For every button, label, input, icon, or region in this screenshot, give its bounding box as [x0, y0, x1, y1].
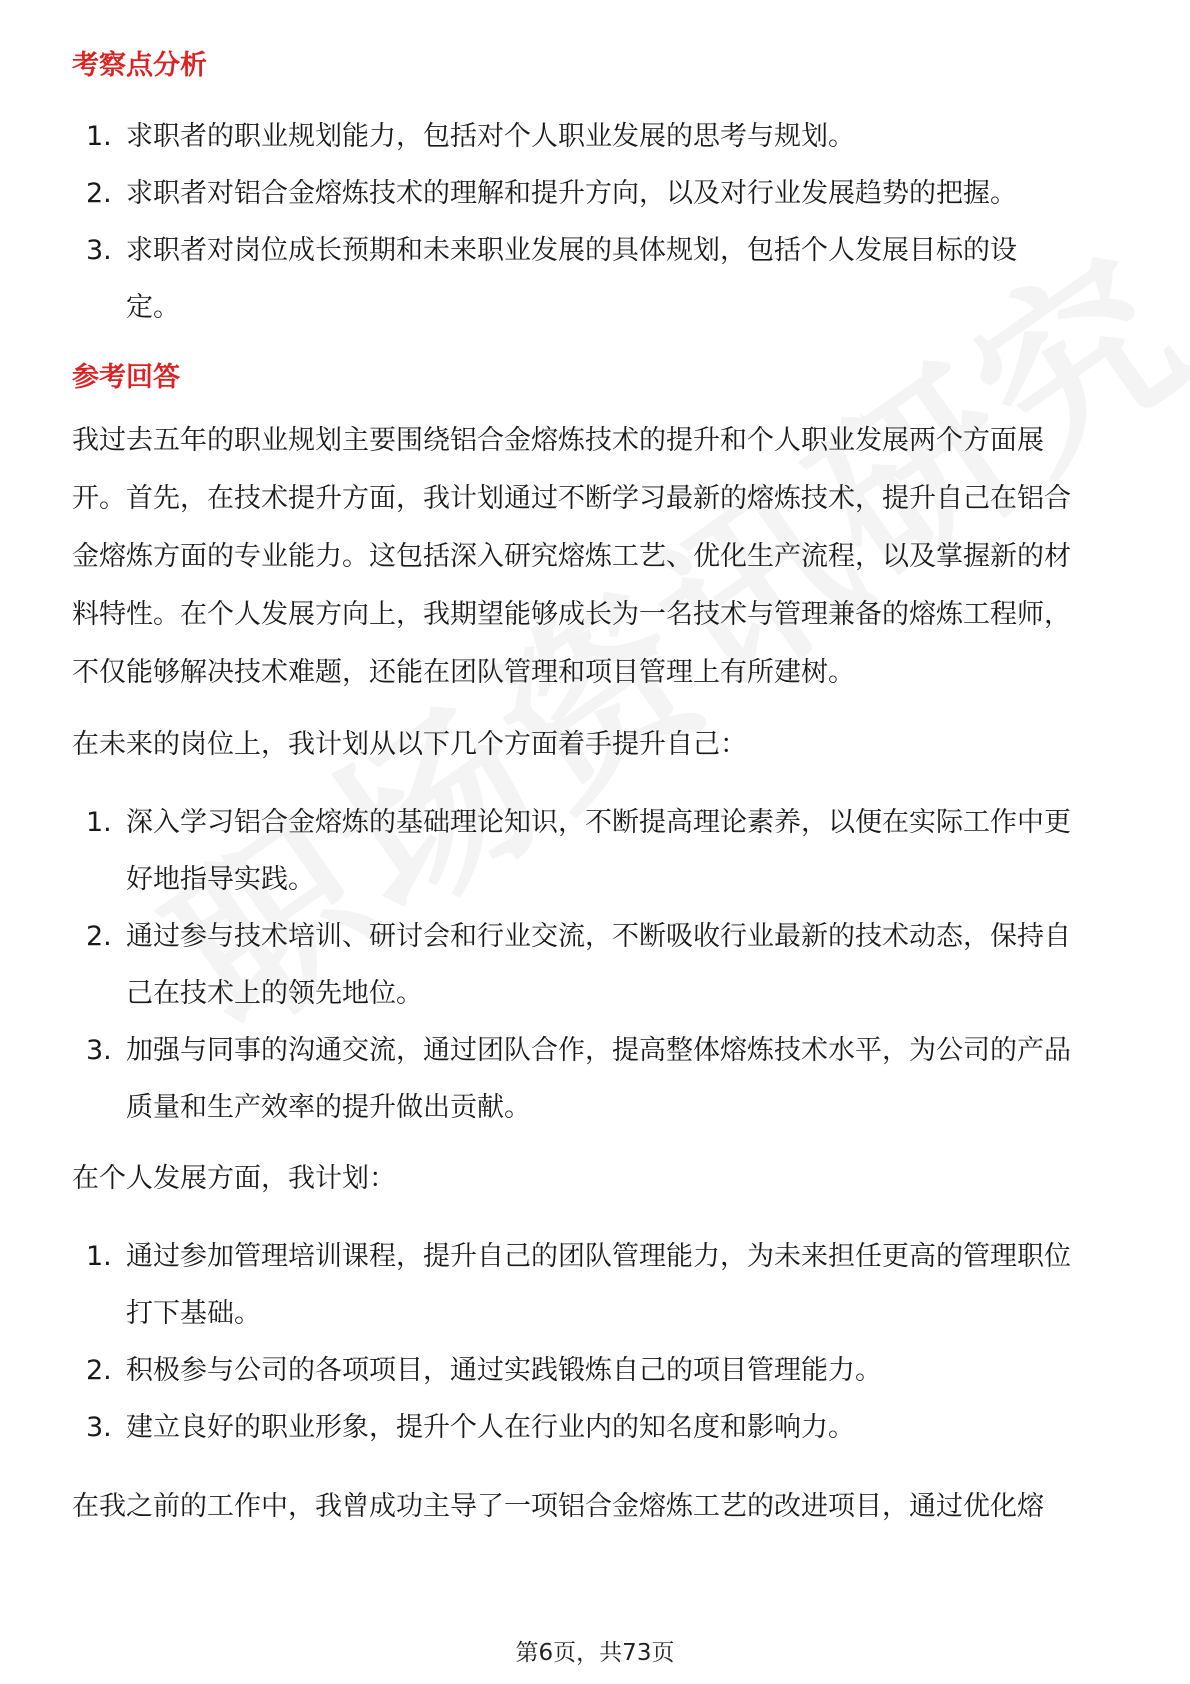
list-item-text: 通过参与技术培训、研讨会和行业交流，不断吸收行业最新的技术动态，保持自己在技术上的领先地位。 [126, 921, 1071, 1009]
list-item [72, 1342, 1086, 1399]
section-title-answer: 参考回答 [72, 362, 180, 393]
list-item [72, 908, 1086, 1022]
list-number: 3. [86, 235, 112, 266]
list-item-text: 通过参加管理培训课程，提升自己的团队管理能力，为未来担任更高的管理职位打下基础。 [126, 1241, 1071, 1329]
list-item-text: 深入学习铝合金熔炼的基础理论知识，不断提高理论素养，以便在实际工作中更好地指导实践。 [126, 807, 1071, 895]
list-item [72, 1399, 1086, 1456]
list-item-text: 求职者的职业规划能力，包括对个人职业发展的思考与规划。 [126, 121, 855, 152]
list-number: 1. [86, 1241, 112, 1272]
answer-paragraph-3: 在个人发展方面，我计划： [72, 1163, 396, 1194]
future-plan-list [72, 794, 1118, 1136]
analysis-list [72, 108, 1118, 336]
list-item [72, 165, 1116, 222]
section-title-analysis: 考察点分析 [72, 50, 207, 81]
page-number-footer: 第6页，共73页 [515, 1640, 675, 1666]
list-item-text: 建立良好的职业形象，提升个人在行业内的知名度和影响力。 [126, 1412, 855, 1443]
answer-paragraph-2: 在未来的岗位上，我计划从以下几个方面着手提升自己： [72, 729, 747, 760]
answer-paragraph-1: 我过去五年的职业规划主要围绕铝合金熔炼技术的提升和个人职业发展两个方面展开。首先，在技术提升方面，我计划通过不断学习最新的熔炼技术，提升自己在铝合金熔炼方面的专业能力。这包括深入研究熔炼工艺、优化生产流程，以及掌握新的材料特性。在个人发展方向上，我期望能够成长为一名技术与管理兼备的熔炼工程师，不仅能够解决技术难题，还能在团队管理和项目管理上有所建树。 [72, 425, 1071, 688]
list-item-text: 加强与同事的沟通交流，通过团队合作，提高整体熔炼技术水平，为公司的产品质量和生产效率的提升做出贡献。 [126, 1035, 1071, 1123]
list-number: 3. [86, 1412, 112, 1443]
list-number: 2. [86, 178, 112, 209]
list-item [72, 1228, 1086, 1342]
list-number: 1. [86, 121, 112, 152]
list-item [72, 1022, 1086, 1136]
list-item-text: 求职者对岗位成长预期和未来职业发展的具体规划，包括个人发展目标的设定。 [126, 235, 1017, 323]
list-item-text: 求职者对铝合金熔炼技术的理解和提升方向，以及对行业发展趋势的把握。 [126, 178, 1017, 209]
answer-paragraph-4: 在我之前的工作中，我曾成功主导了一项铝合金熔炼工艺的改进项目，通过优化熔 [72, 1491, 1044, 1522]
page-content [72, 46, 1118, 1536]
list-number: 1. [86, 807, 112, 838]
list-number: 3. [86, 1035, 112, 1066]
list-number: 2. [86, 921, 112, 952]
list-item [72, 108, 1026, 165]
list-item-text: 积极参与公司的各项项目，通过实践锻炼自己的项目管理能力。 [126, 1355, 882, 1386]
personal-plan-list [72, 1228, 1118, 1456]
list-item [72, 794, 1086, 908]
list-number: 2. [86, 1355, 112, 1386]
list-item [72, 222, 1066, 336]
